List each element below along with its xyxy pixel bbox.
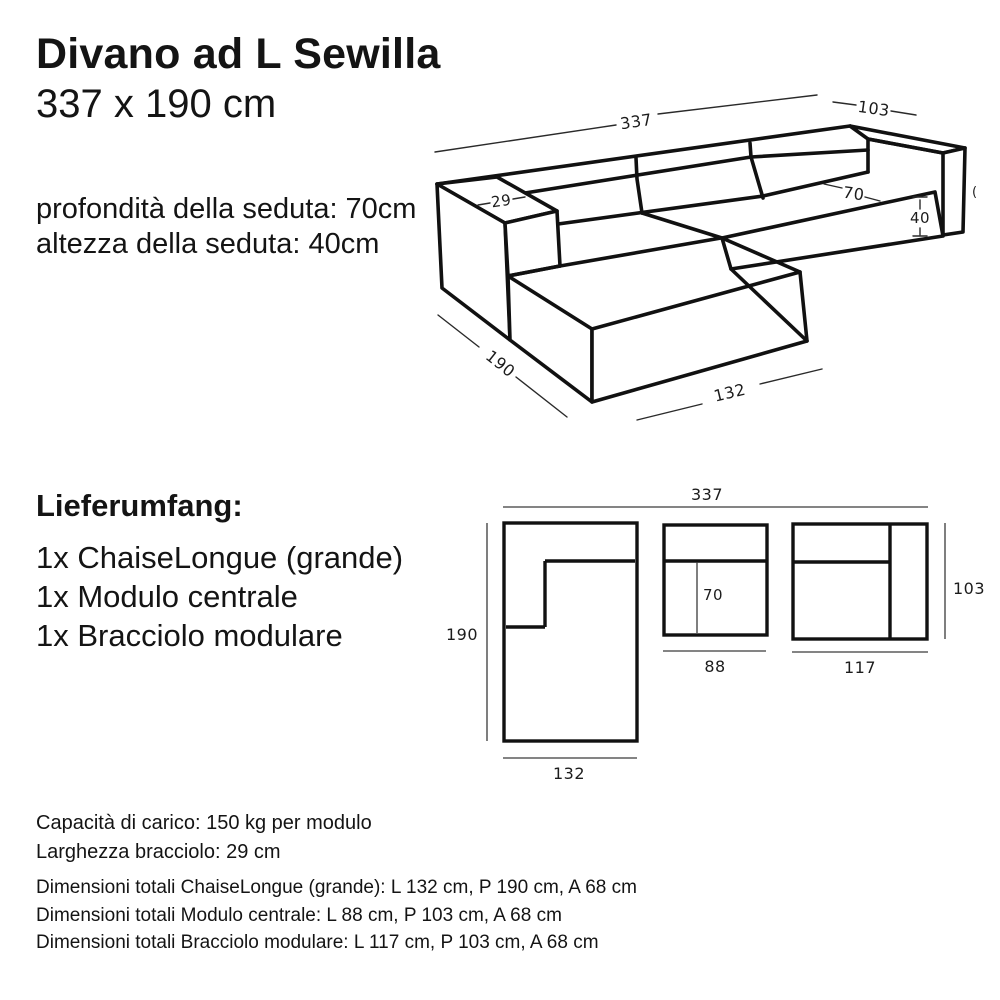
iso-dim-label-40: 40 [909, 209, 931, 227]
plan-dim-label-190: 190 [445, 625, 478, 644]
seat-front-face [722, 192, 943, 269]
iso-dim-seat-depth [824, 183, 880, 205]
armrest-module-outline [793, 524, 927, 639]
backrest-top-front-edge [525, 150, 868, 193]
plan-center-module [663, 525, 767, 676]
plan-armrest-module [792, 523, 985, 677]
right-armrest-side-face [943, 148, 965, 235]
armrest-width-text: Larghezza bracciolo: 29 cm [36, 841, 281, 863]
plan-dim-label-132: 132 [552, 764, 586, 783]
chaise-front-face [592, 272, 807, 402]
iso-dim-label-29: 29 [490, 190, 513, 212]
body-chaise-seam [560, 238, 721, 266]
plan-dim-label-88: 88 [704, 657, 726, 676]
seat-height-spec: altezza della seduta: 40cm [36, 227, 380, 260]
chaise-left-face [508, 276, 592, 402]
sofa-isometric-drawing [435, 95, 977, 420]
armrest-module-dimensions-text: Dimensioni totali Bracciolo modulare: L 117 cm, P 103 cm, A 68 cm [36, 932, 599, 953]
page-title: Divano ad L Sewilla [36, 30, 441, 78]
iso-dim-label-70: 70 [841, 182, 866, 205]
list-item: 1x ChaiseLongue (grande) [36, 540, 404, 575]
iso-dim-label-132: 132 [711, 379, 748, 406]
plan-chaise-module [446, 523, 637, 783]
seat-depth-spec: profondità della seduta: 70cm [36, 193, 417, 225]
plan-dim-label-117: 117 [843, 658, 877, 677]
iso-dim-label-103: 103 [856, 96, 891, 121]
center-module-outline [664, 525, 767, 635]
iso-dim-label-190: 190 [481, 346, 519, 382]
plan-dim-label-337: 337 [690, 485, 724, 504]
backrest-divider-1 [636, 158, 642, 213]
iso-dim-body-depth [833, 97, 916, 120]
list-item: 1x Modulo centrale [36, 579, 298, 614]
chaise-dimensions-text: Dimensioni totali ChaiseLongue (grande): L 132 cm, P 190 cm, A 68 cm [36, 877, 637, 898]
sofa-plan-diagrams [446, 485, 985, 783]
iso-dim-total-length [435, 95, 817, 152]
plan-dim-label-103: 103 [953, 579, 986, 598]
scope-of-delivery-heading: Lieferumfang: [36, 488, 243, 523]
chaise-outline [504, 523, 637, 741]
plan-dim-label-70: 70 [703, 586, 724, 604]
iso-dim-label-337: 337 [618, 109, 654, 134]
list-item: 1x Bracciolo modulare [36, 618, 343, 653]
backrest-divider-2 [750, 143, 763, 198]
load-capacity-text: Capacità di carico: 150 kg per modulo [36, 812, 372, 834]
overall-size-subtitle: 337 x 190 cm [36, 82, 277, 126]
stray-mark: ( [972, 185, 978, 200]
center-module-dimensions-text: Dimensioni totali Modulo centrale: L 88 cm, P 103 cm, A 68 cm [36, 904, 562, 926]
